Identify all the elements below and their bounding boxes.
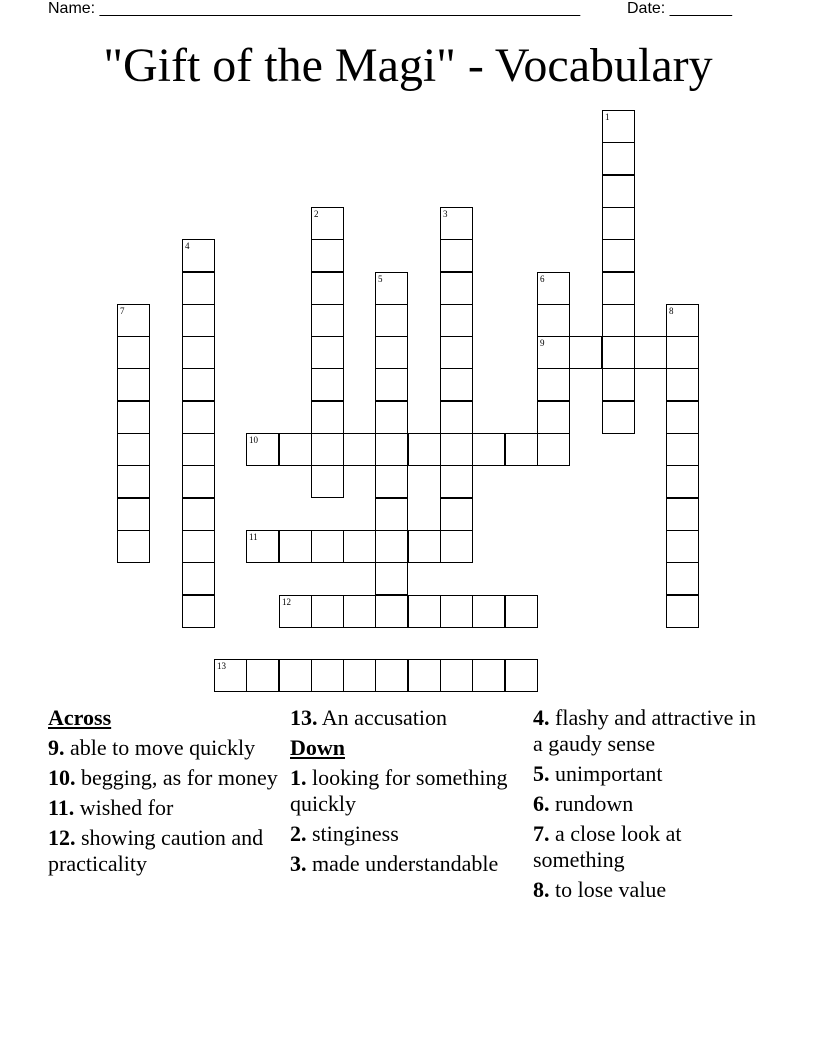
crossword-cell[interactable] — [440, 659, 473, 692]
crossword-cell[interactable] — [375, 304, 408, 337]
crossword-cell[interactable] — [117, 368, 150, 401]
crossword-cell[interactable] — [311, 465, 344, 498]
crossword-cell[interactable] — [472, 595, 505, 628]
crossword-cell[interactable] — [666, 530, 699, 563]
crossword-cell[interactable] — [666, 465, 699, 498]
crossword-cell[interactable] — [117, 433, 150, 466]
clue-column-2 — [290, 705, 525, 881]
clue-column-3 — [533, 705, 768, 907]
clue-down-2 — [290, 821, 525, 847]
clue-text: made understandable — [306, 851, 499, 876]
crossword-cell[interactable] — [117, 401, 150, 434]
crossword-cell[interactable] — [602, 304, 635, 337]
cell-number: 4 — [185, 241, 190, 251]
crossword-cell[interactable] — [440, 401, 473, 434]
crossword-cell[interactable] — [408, 530, 441, 563]
crossword-cell[interactable] — [246, 659, 279, 692]
crossword-cell[interactable] — [182, 595, 215, 628]
clue-text: flashy and attractive in a gaudy sense — [533, 705, 756, 756]
crossword-cell[interactable] — [408, 595, 441, 628]
crossword-cell[interactable] — [182, 401, 215, 434]
cell-number: 12 — [282, 597, 291, 607]
crossword-cell[interactable] — [279, 433, 312, 466]
crossword-cell[interactable] — [375, 562, 408, 595]
cell-number: 10 — [249, 435, 258, 445]
crossword-cell[interactable] — [666, 336, 699, 369]
clue-number: 8. — [533, 877, 550, 902]
clue-number: 13. — [290, 705, 318, 730]
crossword-cell[interactable] — [311, 659, 344, 692]
crossword-cell[interactable] — [505, 659, 538, 692]
crossword-cell[interactable] — [666, 304, 699, 337]
crossword-cell[interactable] — [375, 433, 408, 466]
clue-down-4 — [533, 705, 768, 757]
crossword-cell[interactable] — [311, 272, 344, 305]
clue-number: 9. — [48, 735, 65, 760]
crossword-cell[interactable] — [375, 530, 408, 563]
crossword-cell[interactable] — [279, 530, 312, 563]
crossword-cell[interactable] — [182, 272, 215, 305]
clue-text: begging, as for money — [75, 765, 278, 790]
crossword-cell[interactable] — [343, 659, 376, 692]
clue-across-11 — [48, 795, 283, 821]
crossword-cell[interactable] — [440, 465, 473, 498]
crossword-cell[interactable] — [602, 401, 635, 434]
clue-column-1 — [48, 705, 283, 881]
cell-number: 2 — [314, 209, 319, 219]
cell-number: 8 — [669, 306, 674, 316]
clue-across-13 — [290, 705, 525, 731]
crossword-cell[interactable] — [214, 659, 247, 692]
crossword-cell[interactable] — [117, 336, 150, 369]
clue-number: 4. — [533, 705, 550, 730]
crossword-cell[interactable] — [408, 659, 441, 692]
crossword-cell[interactable] — [311, 304, 344, 337]
crossword-cell[interactable] — [343, 595, 376, 628]
crossword-cell[interactable] — [666, 498, 699, 531]
crossword-cell[interactable] — [537, 401, 570, 434]
cell-number: 3 — [443, 209, 448, 219]
crossword-cell[interactable] — [117, 530, 150, 563]
crossword-cell[interactable] — [343, 433, 376, 466]
clue-number: 6. — [533, 791, 550, 816]
crossword-cell[interactable] — [602, 142, 635, 175]
crossword-cell[interactable] — [408, 433, 441, 466]
crossword-cell[interactable] — [117, 465, 150, 498]
clue-down-6 — [533, 791, 768, 817]
clue-text: to lose value — [549, 877, 667, 902]
clue-down-3 — [290, 851, 525, 877]
crossword-cell[interactable] — [666, 368, 699, 401]
crossword-cell[interactable] — [311, 207, 344, 240]
date-field[interactable]: Date: _______ — [627, 0, 732, 17]
crossword-cell[interactable] — [666, 433, 699, 466]
crossword-cell[interactable] — [537, 304, 570, 337]
crossword-cell[interactable] — [311, 239, 344, 272]
clue-number: 7. — [533, 821, 550, 846]
clue-number: 12. — [48, 825, 76, 850]
crossword-cell[interactable] — [311, 368, 344, 401]
clue-down-7 — [533, 821, 768, 873]
cell-number: 7 — [120, 306, 125, 316]
clue-number: 1. — [290, 765, 307, 790]
crossword-cell[interactable] — [440, 207, 473, 240]
crossword-cell[interactable] — [375, 498, 408, 531]
crossword-cell[interactable] — [602, 110, 635, 143]
crossword-cell[interactable] — [440, 336, 473, 369]
clue-text: An accusation — [317, 705, 448, 730]
cell-number: 1 — [605, 112, 610, 122]
clue-number: 10. — [48, 765, 76, 790]
clue-number: 2. — [290, 821, 307, 846]
crossword-cell[interactable] — [182, 239, 215, 272]
clue-text: able to move quickly — [64, 735, 256, 760]
crossword-cell[interactable] — [375, 401, 408, 434]
cell-number: 11 — [249, 532, 258, 542]
clue-number: 5. — [533, 761, 550, 786]
crossword-cell[interactable] — [182, 304, 215, 337]
crossword-cell[interactable] — [602, 175, 635, 208]
clue-number: 3. — [290, 851, 307, 876]
crossword-cell[interactable] — [182, 498, 215, 531]
name-field[interactable]: Name: ______________________________________________________ — [48, 0, 581, 17]
crossword-cell[interactable] — [440, 498, 473, 531]
crossword-cell[interactable] — [182, 465, 215, 498]
clue-text: looking for something quickly — [290, 765, 508, 816]
crossword-cell[interactable] — [440, 272, 473, 305]
crossword-cell[interactable] — [472, 659, 505, 692]
clue-down-5 — [533, 761, 768, 787]
crossword-cell[interactable] — [375, 272, 408, 305]
clue-number: 11. — [48, 795, 75, 820]
down-heading: Down — [290, 735, 346, 760]
clue-text: wished for — [74, 795, 174, 820]
crossword-cell[interactable] — [182, 530, 215, 563]
crossword-cell[interactable] — [440, 530, 473, 563]
crossword-cell[interactable] — [375, 659, 408, 692]
crossword-cell[interactable] — [666, 595, 699, 628]
crossword-cell[interactable] — [666, 562, 699, 595]
crossword-cell[interactable] — [117, 304, 150, 337]
crossword-cell[interactable] — [311, 433, 344, 466]
crossword-cell[interactable] — [666, 401, 699, 434]
crossword-cell[interactable] — [375, 465, 408, 498]
crossword-cell[interactable] — [537, 433, 570, 466]
crossword-cell[interactable] — [537, 272, 570, 305]
crossword-cell[interactable] — [440, 433, 473, 466]
across-heading: Across — [48, 705, 112, 730]
crossword-cell[interactable] — [182, 433, 215, 466]
crossword-cell[interactable] — [311, 401, 344, 434]
clue-across-12 — [48, 825, 283, 877]
crossword-cell[interactable] — [343, 530, 376, 563]
crossword-cell[interactable] — [279, 595, 312, 628]
crossword-cell[interactable] — [602, 207, 635, 240]
clue-text: stinginess — [306, 821, 399, 846]
crossword-cell[interactable] — [246, 433, 279, 466]
clue-down-8 — [533, 877, 768, 903]
crossword-cell[interactable] — [602, 239, 635, 272]
crossword-cell[interactable] — [602, 368, 635, 401]
crossword-cell[interactable] — [602, 336, 635, 369]
clue-across-9 — [48, 735, 283, 761]
crossword-cell[interactable] — [375, 595, 408, 628]
cell-number: 5 — [378, 274, 383, 284]
clue-text: showing caution and practicality — [48, 825, 264, 876]
crossword-cell[interactable] — [472, 433, 505, 466]
crossword-cell[interactable] — [537, 336, 570, 369]
page-title: "Gift of the Magi" - Vocabulary — [103, 39, 713, 92]
clue-down-1 — [290, 765, 525, 817]
crossword-cell[interactable] — [602, 272, 635, 305]
crossword-cell[interactable] — [505, 595, 538, 628]
crossword-cell[interactable] — [311, 595, 344, 628]
crossword-cell[interactable] — [311, 336, 344, 369]
crossword-cell[interactable] — [569, 336, 602, 369]
crossword-cell[interactable] — [440, 239, 473, 272]
cell-number: 13 — [217, 661, 226, 671]
crossword-cell[interactable] — [182, 562, 215, 595]
crossword-cell[interactable] — [246, 530, 279, 563]
crossword-cell[interactable] — [440, 304, 473, 337]
cell-number: 6 — [540, 274, 545, 284]
clue-across-10 — [48, 765, 283, 791]
crossword-cell[interactable] — [375, 336, 408, 369]
crossword-cell[interactable] — [117, 498, 150, 531]
clue-text: unimportant — [549, 761, 663, 786]
clue-text: rundown — [549, 791, 634, 816]
crossword-cell[interactable] — [182, 368, 215, 401]
crossword-cell[interactable] — [279, 659, 312, 692]
cell-number: 9 — [540, 338, 545, 348]
crossword-cell[interactable] — [182, 336, 215, 369]
crossword-cell[interactable] — [440, 368, 473, 401]
crossword-cell[interactable] — [375, 368, 408, 401]
crossword-cell[interactable] — [311, 530, 344, 563]
crossword-cell[interactable] — [537, 368, 570, 401]
crossword-cell[interactable] — [634, 336, 667, 369]
crossword-cell[interactable] — [505, 433, 538, 466]
clue-text: a close look at something — [533, 821, 682, 872]
crossword-cell[interactable] — [440, 595, 473, 628]
